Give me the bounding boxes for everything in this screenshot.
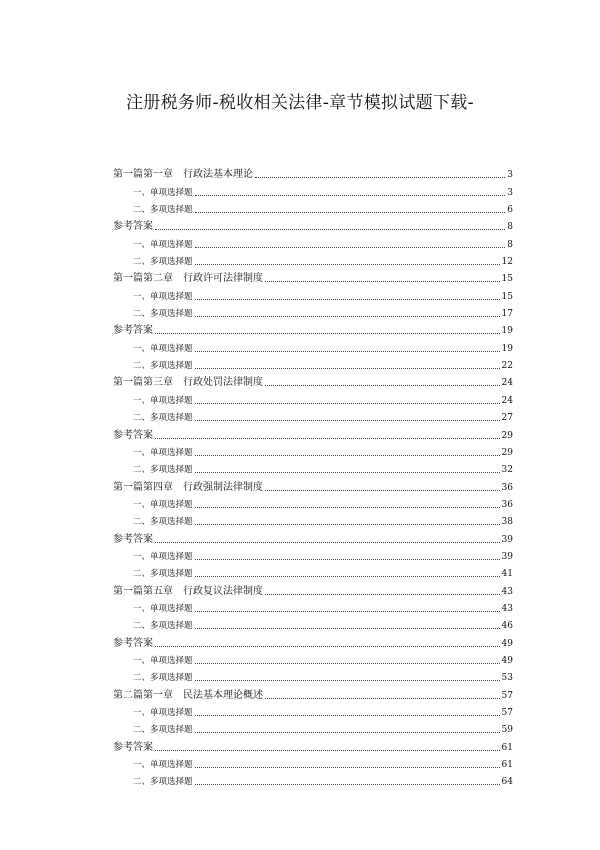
toc-page-number: 29: [501, 447, 513, 458]
toc-entry[interactable]: [113, 372, 513, 389]
toc-subentry[interactable]: [113, 285, 513, 302]
toc-dot-leader: [265, 697, 500, 699]
table-of-contents: [113, 164, 513, 788]
toc-page-number: 15: [501, 291, 513, 302]
toc-entry-label: 二、多项选择题: [133, 413, 193, 424]
toc-subentry[interactable]: [113, 303, 513, 320]
toc-dot-leader: [195, 575, 500, 577]
toc-page-number: 3: [507, 170, 513, 181]
toc-entry-label: 一、单项选择题: [133, 708, 193, 718]
toc-subentry[interactable]: [113, 233, 513, 250]
toc-entry-label: 一、单项选择题: [133, 291, 193, 302]
toc-page-number: 59: [501, 725, 513, 736]
toc-page-number: 6: [507, 205, 513, 216]
toc-dot-leader: [195, 419, 500, 421]
toc-subentry[interactable]: [113, 442, 513, 459]
toc-dot-leader: [195, 298, 500, 300]
toc-dot-leader: [155, 332, 500, 334]
toc-entry-label: 第一篇第二章 行政许可法律制度: [113, 273, 263, 285]
toc-page-number: 49: [501, 638, 513, 649]
toc-subentry[interactable]: [113, 199, 513, 216]
toc-dot-leader: [195, 523, 500, 525]
toc-dot-leader: [195, 679, 500, 681]
toc-subentry[interactable]: [113, 754, 513, 771]
toc-entry-label: 第二篇第一章 民法基本理论概述: [113, 689, 263, 701]
toc-entry[interactable]: [113, 632, 513, 649]
toc-dot-leader: [195, 731, 500, 733]
toc-entry-label: 二、多项选择题: [133, 465, 193, 476]
toc-subentry[interactable]: [113, 719, 513, 736]
document-title: 注册税务师-税收相关法律-章节模拟试题下载-: [125, 93, 474, 113]
toc-subentry[interactable]: [113, 494, 513, 511]
toc-entry-label: 参考答案: [113, 429, 153, 441]
toc-dot-leader: [195, 211, 506, 213]
toc-dot-leader: [195, 471, 500, 473]
toc-subentry[interactable]: [113, 389, 513, 406]
toc-entry-label: 一、单项选择题: [133, 499, 193, 510]
toc-dot-leader: [195, 627, 500, 629]
toc-dot-leader: [195, 350, 500, 352]
toc-dot-leader: [155, 645, 500, 647]
toc-page-number: 64: [501, 777, 513, 788]
toc-entry-label: 二、多项选择题: [133, 309, 193, 320]
toc-dot-leader: [195, 246, 506, 248]
toc-dot-leader: [155, 749, 500, 751]
toc-subentry[interactable]: [113, 355, 513, 372]
toc-dot-leader: [195, 194, 506, 196]
toc-dot-leader: [265, 489, 500, 491]
toc-subentry[interactable]: [113, 546, 513, 563]
toc-dot-leader: [195, 454, 500, 456]
toc-entry[interactable]: [113, 320, 513, 337]
toc-entry[interactable]: [113, 476, 513, 493]
toc-entry-label: 二、多项选择题: [133, 621, 193, 632]
toc-entry-label: 参考答案: [113, 741, 153, 753]
toc-entry-label: 二、多项选择题: [133, 361, 193, 372]
toc-page-number: 61: [501, 742, 513, 753]
toc-page-number: 41: [501, 569, 513, 580]
toc-subentry[interactable]: [113, 563, 513, 580]
toc-entry[interactable]: [113, 216, 513, 233]
toc-dot-leader: [265, 593, 500, 595]
toc-entry-label: 第一篇第四章 行政强制法律制度: [113, 481, 263, 493]
toc-entry-label: 参考答案: [113, 221, 153, 233]
toc-entry[interactable]: [113, 164, 513, 181]
toc-page-number: 57: [501, 708, 513, 718]
toc-entry-label: 第一篇第三章 行政处罚法律制度: [113, 377, 263, 389]
toc-dot-leader: [195, 610, 500, 612]
toc-page-number: 19: [501, 343, 513, 354]
toc-page-number: 17: [501, 309, 513, 320]
toc-subentry[interactable]: [113, 702, 513, 719]
toc-entry-label: 一、单项选择题: [133, 447, 193, 458]
toc-page-number: 22: [501, 361, 513, 372]
toc-dot-leader: [195, 506, 500, 508]
toc-entry-label: 一、单项选择题: [133, 603, 193, 614]
toc-subentry[interactable]: [113, 615, 513, 632]
toc-entry-label: 一、单项选择题: [133, 655, 193, 666]
toc-entry-label: 二、多项选择题: [133, 257, 193, 268]
toc-entry-label: 二、多项选择题: [133, 517, 193, 528]
toc-entry-label: 一、单项选择题: [133, 551, 193, 562]
toc-entry[interactable]: [113, 736, 513, 753]
toc-entry-label: 一、单项选择题: [133, 760, 193, 771]
toc-entry[interactable]: [113, 268, 513, 285]
toc-page-number: 57: [501, 690, 513, 701]
toc-subentry[interactable]: [113, 650, 513, 667]
toc-page-number: 49: [501, 655, 513, 666]
toc-page-number: 61: [501, 760, 513, 771]
toc-dot-leader: [265, 384, 500, 386]
toc-entry-label: 二、多项选择题: [133, 725, 193, 736]
toc-entry-label: 二、多项选择题: [133, 673, 193, 684]
toc-dot-leader: [155, 541, 500, 543]
toc-entry[interactable]: [113, 528, 513, 545]
toc-dot-leader: [195, 367, 500, 369]
toc-page-number: 39: [501, 534, 513, 545]
toc-entry[interactable]: [113, 580, 513, 597]
toc-dot-leader: [195, 558, 500, 560]
toc-page-number: 32: [501, 465, 513, 476]
toc-entry-label: 参考答案: [113, 325, 153, 337]
toc-entry-label: 一、单项选择题: [133, 239, 193, 250]
toc-page-number: 8: [507, 239, 513, 250]
toc-page-number: 15: [501, 274, 513, 285]
toc-subentry[interactable]: [113, 771, 513, 788]
toc-subentry[interactable]: [113, 181, 513, 198]
toc-entry-label: 二、多项选择题: [133, 205, 193, 216]
toc-page-number: 24: [501, 395, 513, 406]
toc-subentry[interactable]: [113, 407, 513, 424]
toc-page-number: 19: [501, 326, 513, 337]
toc-entry-label: 一、单项选择题: [133, 187, 193, 198]
toc-dot-leader: [195, 315, 500, 317]
toc-dot-leader: [195, 714, 500, 716]
toc-dot-leader: [265, 280, 500, 282]
toc-entry[interactable]: [113, 684, 513, 701]
toc-page-number: 43: [501, 586, 513, 597]
toc-dot-leader: [195, 662, 500, 664]
toc-subentry[interactable]: [113, 511, 513, 528]
toc-subentry[interactable]: [113, 337, 513, 354]
toc-page-number: 36: [501, 482, 513, 493]
toc-entry-label: 第一篇第五章 行政复议法律制度: [113, 585, 263, 597]
toc-entry-label: 一、单项选择题: [133, 343, 193, 354]
toc-entry-label: 二、多项选择题: [133, 569, 193, 580]
toc-subentry[interactable]: [113, 251, 513, 268]
toc-page-number: 3: [507, 187, 513, 198]
toc-subentry[interactable]: [113, 598, 513, 615]
toc-dot-leader: [155, 437, 500, 439]
toc-page-number: 43: [501, 603, 513, 614]
toc-entry[interactable]: [113, 424, 513, 441]
toc-page-number: 36: [501, 499, 513, 510]
toc-dot-leader: [155, 228, 505, 230]
toc-dot-leader: [195, 402, 500, 404]
toc-page-number: 46: [501, 621, 513, 632]
toc-page-number: 38: [501, 517, 513, 528]
toc-entry-label: 二、多项选择题: [133, 777, 193, 788]
toc-entry-label: 一、单项选择题: [133, 395, 193, 406]
toc-page-number: 8: [507, 222, 513, 233]
toc-page-number: 29: [501, 430, 513, 441]
toc-entry-label: 参考答案: [113, 637, 153, 649]
toc-page-number: 12: [501, 257, 513, 268]
toc-dot-leader: [195, 766, 500, 768]
toc-subentry[interactable]: [113, 667, 513, 684]
toc-dot-leader: [195, 263, 500, 265]
toc-entry-label: 第一篇第一章 行政法基本理论: [113, 169, 253, 181]
toc-page-number: 27: [501, 413, 513, 424]
toc-dot-leader: [195, 783, 500, 785]
toc-subentry[interactable]: [113, 459, 513, 476]
toc-entry-label: 参考答案: [113, 533, 153, 545]
toc-page-number: 53: [501, 673, 513, 684]
toc-page-number: 24: [501, 378, 513, 389]
toc-dot-leader: [255, 176, 505, 178]
toc-page-number: 39: [501, 551, 513, 562]
